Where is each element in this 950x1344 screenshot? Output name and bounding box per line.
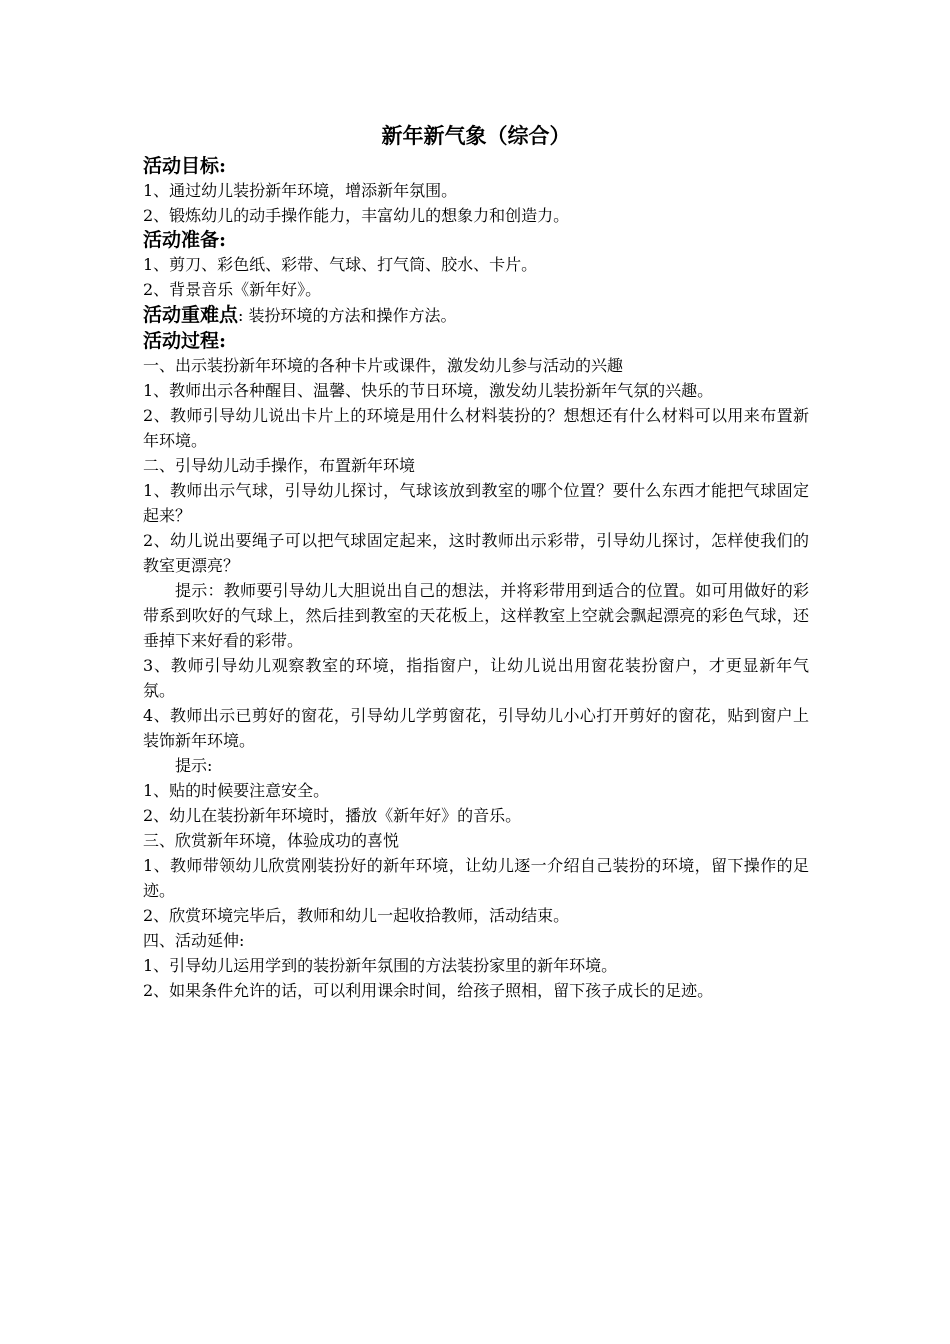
document-title: 新年新气象（综合） (381, 123, 571, 148)
tip-paragraph: 提示：教师要引导幼儿大胆说出自己的想法，并将彩带用到适合的位置。如可用做好的彩带系到吹好的气球上，然后挂到教室的天花板上，这样教室上空就会飘起漂亮的彩色气球，还垂掉下来好看的彩带。 (143, 581, 809, 650)
step-item: 2、欣赏环境完毕后，教师和幼儿一起收拾教师，活动结束。 (143, 906, 570, 925)
goal-item: 1、通过幼儿装扮新年环境，增添新年氛围。 (143, 181, 458, 200)
goals-heading: 活动目标: (143, 155, 227, 177)
focus-row (143, 302, 809, 329)
document-page (143, 118, 809, 1003)
goal-item: 2、锻炼幼儿的动手操作能力，丰富幼儿的想象力和创造力。 (143, 206, 570, 225)
preparation-item: 2、背景音乐《新年好》。 (143, 280, 322, 299)
step-item: 2、如果条件允许的话，可以利用课余时间，给孩子照相，留下孩子成长的足迹。 (143, 981, 714, 1000)
tip-label: 提示: (175, 756, 213, 775)
step-item: 1、教师出示气球，引导幼儿探讨，气球该放到教室的哪个位置？要什么东西才能把气球固定起来？ (143, 481, 809, 525)
step-item: 1、引导幼儿运用学到的装扮新年氛围的方法装扮家里的新年环境。 (143, 956, 618, 975)
step-title: 一、出示装扮新年环境的各种卡片或课件，激发幼儿参与活动的兴趣 (143, 356, 624, 375)
preparation-item: 1、剪刀、彩色纸、彩带、气球、打气筒、胶水、卡片。 (143, 255, 538, 274)
step-item: 1、教师出示各种醒目、温馨、快乐的节日环境，激发幼儿装扮新年气氛的兴趣。 (143, 381, 714, 400)
step-title: 二、引导幼儿动手操作，布置新年环境 (143, 456, 416, 475)
focus-heading: 活动重难点 (143, 304, 239, 326)
focus-text: : 装扮环境的方法和操作方法。 (238, 306, 457, 325)
step-item: 2、教师引导幼儿说出卡片上的环境是用什么材料装扮的？想想还有什么材料可以用来布置新年环境。 (143, 406, 809, 450)
step-item: 4、教师出示已剪好的窗花，引导幼儿学剪窗花，引导幼儿小心打开剪好的窗花，贴到窗户上装饰新年环境。 (143, 706, 809, 750)
step-item: 2、幼儿说出要绳子可以把气球固定起来，这时教师出示彩带，引导幼儿探讨，怎样使我们的教室更漂亮？ (143, 531, 809, 575)
step-item: 3、教师引导幼儿观察教室的环境，指指窗户，让幼儿说出用窗花装扮窗户，才更显新年气氛。 (143, 656, 809, 700)
preparation-heading: 活动准备: (143, 229, 227, 251)
step-title: 四、活动延伸: (143, 931, 245, 950)
step-title: 三、欣赏新年环境，体验成功的喜悦 (143, 831, 400, 850)
process-heading: 活动过程: (143, 330, 227, 352)
step-item: 1、教师带领幼儿欣赏刚装扮好的新年环境，让幼儿逐一介绍自己装扮的环境，留下操作的足迹。 (143, 856, 809, 900)
tip-item: 2、幼儿在装扮新年环境时，播放《新年好》的音乐。 (143, 806, 522, 825)
tip-item: 1、贴的时候要注意安全。 (143, 781, 330, 800)
